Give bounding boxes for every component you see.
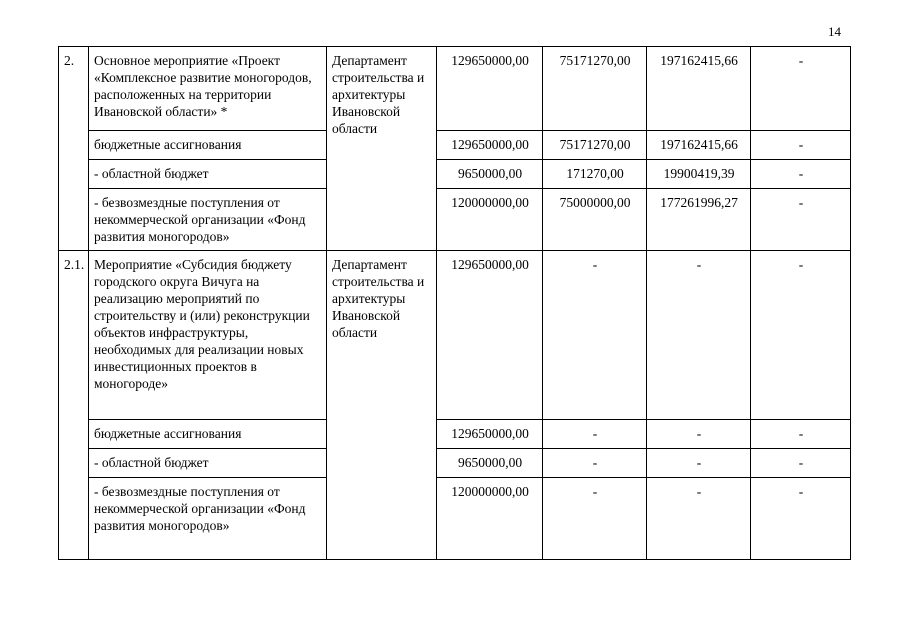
value-cell: 75171270,00 <box>543 131 647 160</box>
value-cell: - <box>751 449 851 478</box>
value-cell: 75000000,00 <box>543 189 647 251</box>
value-cell: 129650000,00 <box>437 131 543 160</box>
value-cell: 177261996,27 <box>647 189 751 251</box>
activity-name: Основное мероприятие «Проект «Комплексное развитие моногородов, расположенных на территории Ивановской области» * <box>89 47 327 131</box>
row-number: 2.1. <box>59 251 89 560</box>
table-row <box>59 251 851 420</box>
responsible-org: Департамент строительства и архитектуры Ивановской области <box>327 251 437 560</box>
value-cell: - <box>543 251 647 420</box>
value-cell: 129650000,00 <box>437 251 543 420</box>
value-cell: 19900419,39 <box>647 160 751 189</box>
value-cell: 9650000,00 <box>437 449 543 478</box>
value-cell: - <box>647 420 751 449</box>
value-cell: - <box>647 251 751 420</box>
value-cell: - <box>543 420 647 449</box>
value-cell: - <box>751 189 851 251</box>
value-cell: - <box>751 131 851 160</box>
value-cell: - <box>751 478 851 560</box>
value-cell: 171270,00 <box>543 160 647 189</box>
row-number: 2. <box>59 47 89 251</box>
activity-name: бюджетные ассигнования <box>89 131 327 160</box>
value-cell: - <box>751 47 851 131</box>
activity-name: - областной бюджет <box>89 160 327 189</box>
table-row <box>59 449 851 478</box>
responsible-org: Департамент строительства и архитектуры Ивановской области <box>327 47 437 251</box>
table-row <box>59 478 851 560</box>
value-cell: 129650000,00 <box>437 420 543 449</box>
value-cell: - <box>543 449 647 478</box>
table-row <box>59 131 851 160</box>
activity-name: - безвозмездные поступления от некоммерческой организации «Фонд развития моногородов» <box>89 478 327 560</box>
value-cell: - <box>647 478 751 560</box>
value-cell: 197162415,66 <box>647 131 751 160</box>
page-number: 14 <box>828 24 841 39</box>
table-row <box>59 160 851 189</box>
table-row <box>59 47 851 131</box>
value-cell: - <box>751 160 851 189</box>
activity-name: - областной бюджет <box>89 449 327 478</box>
value-cell: 9650000,00 <box>437 160 543 189</box>
value-cell: - <box>647 449 751 478</box>
activity-name: - безвозмездные поступления от некоммерческой организации «Фонд развития моногородов» <box>89 189 327 251</box>
value-cell: - <box>543 478 647 560</box>
value-cell: - <box>751 420 851 449</box>
value-cell: 120000000,00 <box>437 189 543 251</box>
table-row <box>59 189 851 251</box>
table-row <box>59 420 851 449</box>
budget-table <box>58 46 851 560</box>
activity-name: Мероприятие «Субсидия бюджету городского округа Вичуга на реализацию мероприятий по строительству и (или) реконструкции объектов инфраструктуры, необходимых для реализации новых инвестиционных проектов в моногороде» <box>89 251 327 420</box>
activity-name: бюджетные ассигнования <box>89 420 327 449</box>
value-cell: 120000000,00 <box>437 478 543 560</box>
value-cell: - <box>751 251 851 420</box>
value-cell: 197162415,66 <box>647 47 751 131</box>
value-cell: 75171270,00 <box>543 47 647 131</box>
value-cell: 129650000,00 <box>437 47 543 131</box>
